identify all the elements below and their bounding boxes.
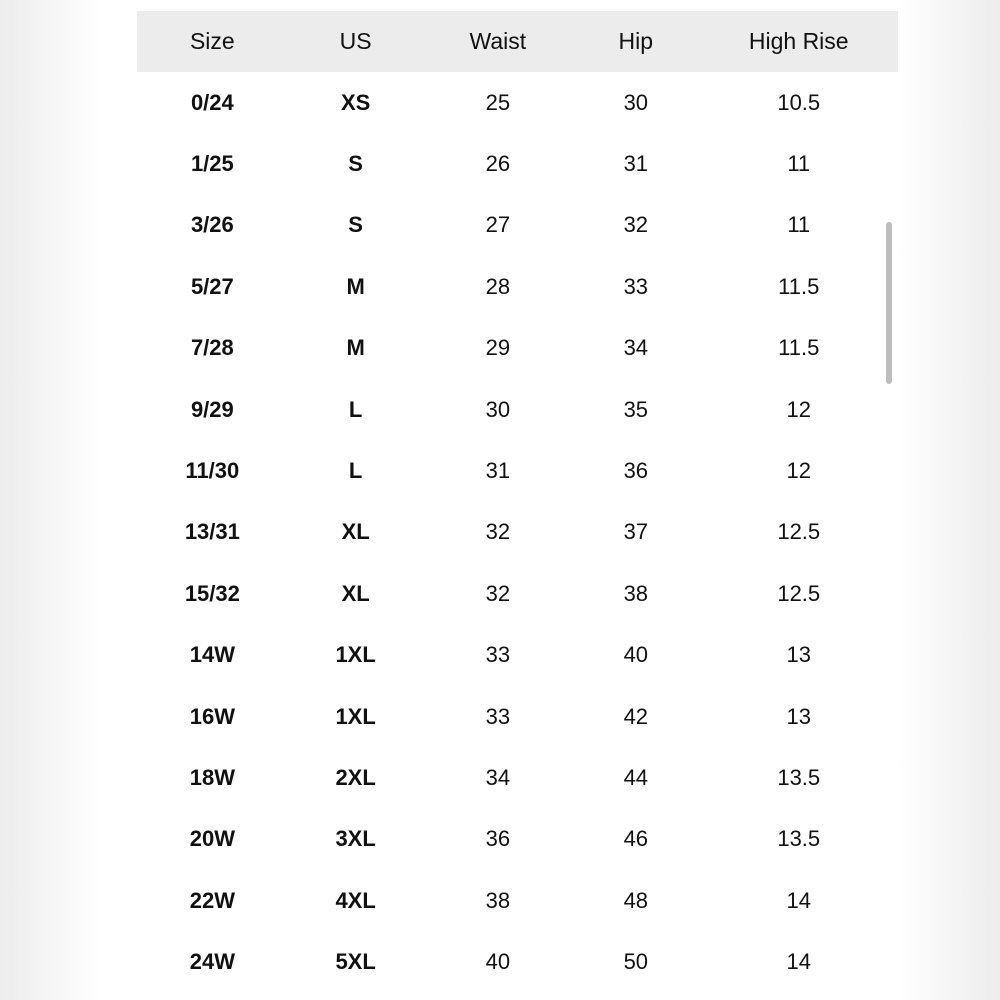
cell-us: S bbox=[348, 212, 363, 238]
cell-us: XS bbox=[340, 89, 371, 115]
cell-high-rise: 14 bbox=[786, 887, 811, 913]
cell-waist: 33 bbox=[485, 703, 511, 729]
table-row bbox=[137, 625, 898, 686]
table-row bbox=[137, 318, 898, 379]
cell-high-rise: 11.5 bbox=[778, 335, 820, 361]
table-row bbox=[137, 195, 898, 256]
cell-hip: 34 bbox=[623, 335, 649, 361]
cell-high-rise: 13 bbox=[786, 642, 811, 668]
cell-us: M bbox=[346, 273, 365, 299]
cell-high-rise: 12 bbox=[786, 458, 811, 484]
cell-hip: 30 bbox=[623, 89, 649, 115]
cell-us: XL bbox=[341, 519, 370, 545]
cell-waist: 26 bbox=[485, 151, 511, 177]
cell-hip: 48 bbox=[623, 887, 649, 913]
cell-us: 3XL bbox=[335, 826, 376, 852]
cell-hip: 36 bbox=[623, 458, 649, 484]
table-row bbox=[137, 686, 898, 747]
header-high-rise: High Rise bbox=[748, 28, 849, 54]
cell-high-rise: 13.5 bbox=[777, 764, 821, 790]
cell-waist: 25 bbox=[485, 89, 511, 115]
cell-waist: 31 bbox=[485, 458, 511, 484]
table-row bbox=[137, 440, 898, 501]
cell-size: 18W bbox=[189, 764, 235, 790]
cell-high-rise: 11 bbox=[787, 151, 811, 177]
cell-waist: 33 bbox=[485, 642, 511, 668]
cell-size: 22W bbox=[189, 887, 235, 913]
cell-size: 11/30 bbox=[185, 458, 240, 484]
cell-high-rise: 12.5 bbox=[777, 580, 821, 606]
cell-waist: 30 bbox=[485, 396, 511, 422]
cell-us: M bbox=[346, 335, 365, 361]
cell-hip: 44 bbox=[623, 764, 649, 790]
table-row bbox=[137, 870, 898, 931]
cell-waist: 40 bbox=[485, 949, 511, 975]
table-body bbox=[137, 72, 898, 993]
cell-hip: 35 bbox=[623, 396, 649, 422]
cell-hip: 31 bbox=[623, 151, 649, 177]
cell-size: 15/32 bbox=[184, 580, 240, 606]
cell-high-rise: 14 bbox=[786, 949, 811, 975]
header-waist: Waist bbox=[469, 28, 527, 54]
cell-size: 7/28 bbox=[190, 335, 234, 361]
table-row bbox=[137, 72, 898, 133]
cell-us: 2XL bbox=[335, 764, 376, 790]
table-row bbox=[137, 563, 898, 624]
cell-us: 5XL bbox=[335, 949, 376, 975]
cell-waist: 32 bbox=[485, 519, 511, 545]
cell-high-rise: 12.5 bbox=[777, 519, 821, 545]
cell-size: 3/26 bbox=[190, 212, 234, 238]
cell-waist: 29 bbox=[485, 335, 511, 361]
cell-size: 24W bbox=[189, 949, 235, 975]
cell-waist: 34 bbox=[485, 764, 511, 790]
cell-us: 4XL bbox=[335, 887, 376, 913]
cell-high-rise: 11.5 bbox=[778, 273, 820, 299]
cell-hip: 33 bbox=[623, 273, 649, 299]
table-row bbox=[137, 809, 898, 870]
header-us: US bbox=[339, 28, 372, 54]
vertical-scrollbar-thumb[interactable] bbox=[886, 222, 892, 384]
cell-size: 9/29 bbox=[190, 396, 234, 422]
cell-high-rise: 13 bbox=[786, 703, 811, 729]
table-row bbox=[137, 931, 898, 992]
cell-high-rise: 12 bbox=[786, 396, 811, 422]
table-row bbox=[137, 747, 898, 808]
table-row bbox=[137, 133, 898, 194]
cell-us: L bbox=[348, 458, 363, 484]
cell-us: S bbox=[348, 151, 363, 177]
cell-hip: 37 bbox=[623, 519, 649, 545]
cell-size: 16W bbox=[189, 703, 235, 729]
cell-waist: 32 bbox=[485, 580, 511, 606]
cell-hip: 42 bbox=[623, 703, 649, 729]
cell-hip: 32 bbox=[623, 212, 649, 238]
cell-hip: 46 bbox=[623, 826, 649, 852]
cell-size: 20W bbox=[189, 826, 235, 852]
cell-waist: 38 bbox=[485, 887, 511, 913]
table-row bbox=[137, 379, 898, 440]
cell-us: XL bbox=[341, 580, 370, 606]
table-row bbox=[137, 502, 898, 563]
table-header bbox=[137, 11, 898, 72]
cell-hip: 40 bbox=[623, 642, 649, 668]
cell-size: 13/31 bbox=[184, 519, 240, 545]
header-row bbox=[137, 11, 898, 72]
cell-high-rise: 13.5 bbox=[777, 826, 821, 852]
cell-high-rise: 11 bbox=[787, 212, 811, 238]
header-hip: Hip bbox=[618, 28, 654, 54]
cell-size: 5/27 bbox=[190, 273, 234, 299]
cell-size: 14W bbox=[189, 642, 235, 668]
cell-us: 1XL bbox=[335, 703, 376, 729]
size-chart-table bbox=[137, 11, 898, 993]
header-size: Size bbox=[189, 28, 235, 54]
cell-us: L bbox=[348, 396, 363, 422]
cell-waist: 36 bbox=[485, 826, 511, 852]
table-row bbox=[137, 256, 898, 317]
cell-waist: 27 bbox=[485, 212, 511, 238]
cell-us: 1XL bbox=[335, 642, 376, 668]
cell-high-rise: 10.5 bbox=[777, 89, 821, 115]
cell-hip: 38 bbox=[623, 580, 649, 606]
cell-hip: 50 bbox=[623, 949, 649, 975]
cell-size: 0/24 bbox=[190, 89, 234, 115]
cell-waist: 28 bbox=[485, 273, 511, 299]
cell-size: 1/25 bbox=[190, 151, 234, 177]
